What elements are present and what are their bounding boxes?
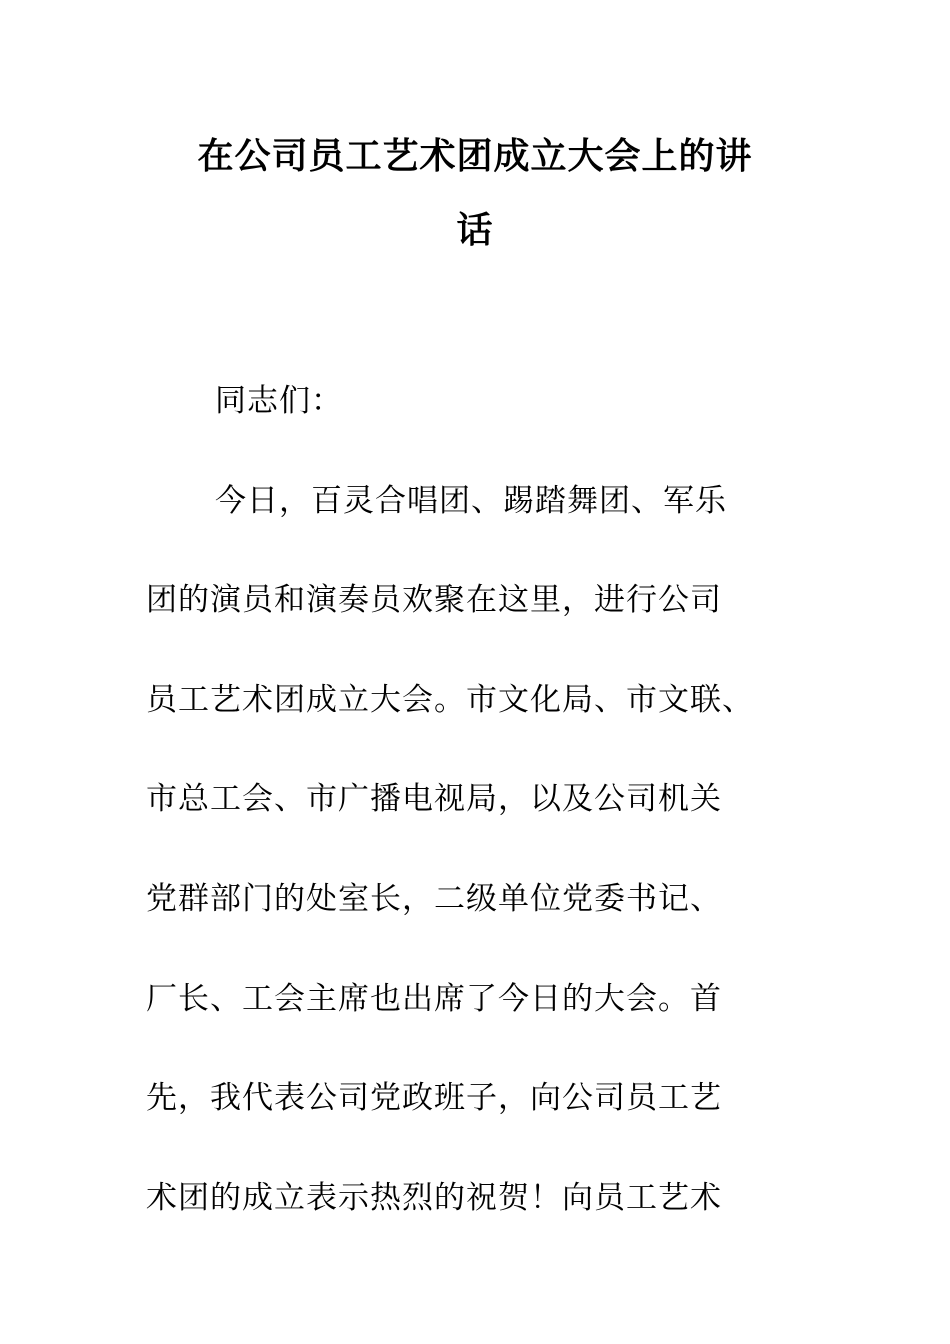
body-line-3: 员工艺术团成立大会。市文化局、市文联、: [146, 682, 754, 718]
body-line-4: 市总工会、市广播电视局，以及公司机关: [146, 781, 722, 817]
body-line-1: 今日，百灵合唱团、踢踏舞团、军乐: [215, 483, 727, 519]
body-line-6: 厂长、工会主席也出席了今日的大会。首: [146, 981, 722, 1017]
body-line-7: 先，我代表公司党政班子，向公司员工艺: [146, 1080, 722, 1116]
salutation: 同志们：: [215, 383, 343, 419]
document-title-line-1: 在公司员工艺术团成立大会上的讲: [197, 135, 753, 177]
document-title-line-2: 话: [456, 209, 494, 251]
body-line-2: 团的演员和演奏员欢聚在这里，进行公司: [146, 582, 722, 618]
body-line-8: 术团的成立表示热烈的祝贺！向员工艺术: [146, 1180, 722, 1216]
body-line-5: 党群部门的处室长，二级单位党委书记、: [146, 881, 722, 917]
